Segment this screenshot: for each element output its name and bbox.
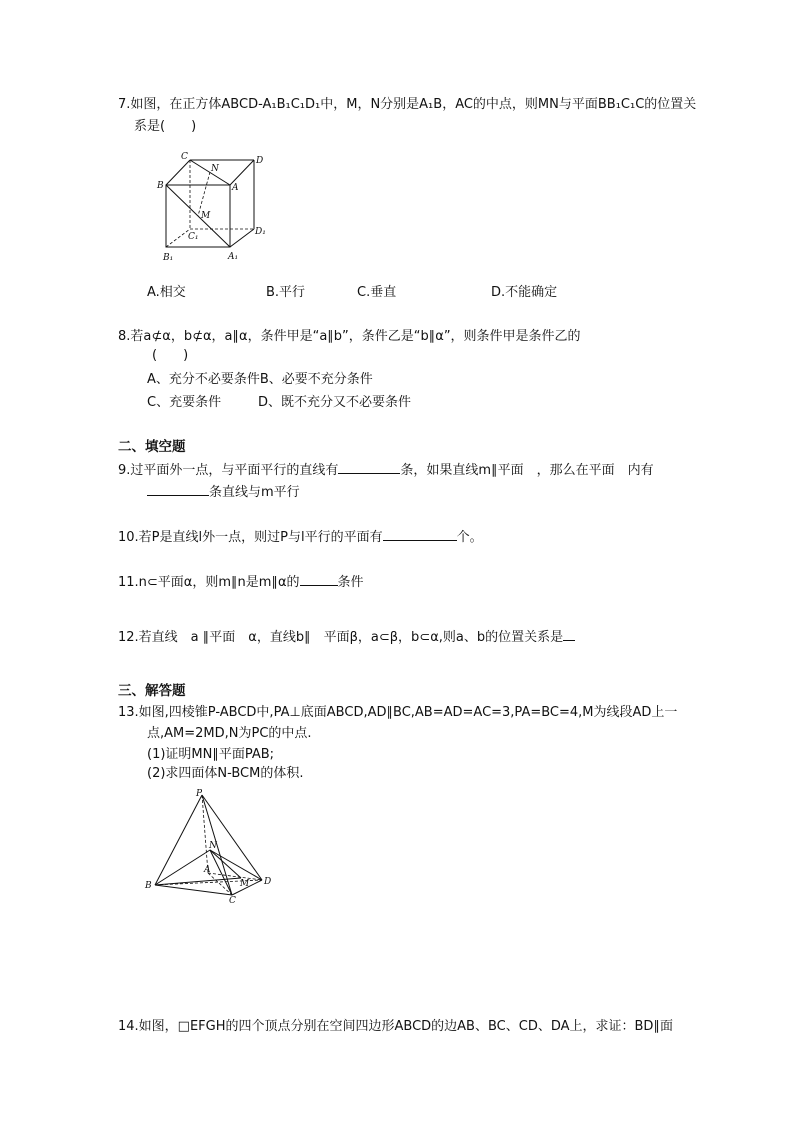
q9-line1	[118, 460, 654, 480]
q8-option-c: C、充要条件	[147, 395, 222, 410]
q7-option-c: C.垂直	[357, 285, 397, 300]
q12-line	[118, 627, 575, 647]
pyramid-figure	[140, 785, 285, 905]
pyramid-label-A: A	[204, 865, 211, 875]
section-fill-in-heading: 二、填空题	[118, 439, 186, 455]
cube-label-M: M	[201, 211, 211, 221]
q13-sub2: (2)求四面体N-BCM的体积.	[147, 766, 304, 781]
q13-sub1: (1)证明MN∥平面PAB;	[147, 747, 275, 762]
q10-line	[118, 527, 483, 547]
cube-label-N: N	[211, 164, 219, 174]
cube-label-A1: A₁	[228, 252, 239, 262]
cube-label-B: B	[157, 181, 164, 191]
q11-blank[interactable]	[300, 572, 338, 586]
q12-blank[interactable]	[563, 627, 575, 641]
section-solution-heading: 三、解答题	[118, 683, 186, 699]
q10-text-2: 个。	[456, 530, 483, 545]
pyramid-label-C: C	[229, 896, 236, 905]
q10-text-1: 10.若P是直线l外一点，则过P与l平行的平面有	[118, 530, 383, 545]
cube-label-D: D	[256, 156, 264, 166]
q11-line	[118, 572, 364, 592]
q9-line2	[147, 482, 300, 502]
q12-text: 12.若直线 a ∥平面 α，直线b∥ 平面β，a⊂β，b⊂α,则a、b的位置关系是	[118, 630, 564, 645]
q8-stem-line2: ( )	[152, 348, 189, 363]
pyramid-label-B: B	[145, 881, 152, 891]
q9-text-3: 条直线与m平行	[209, 485, 300, 500]
cube-label-B1: B₁	[163, 253, 174, 263]
pyramid-label-D: D	[264, 877, 272, 887]
q8-option-d: D、既不充分又不必要条件	[258, 395, 412, 410]
q7-stem-line1: 7.如图，在正方体ABCD-A₁B₁C₁D₁中，M，N分别是A₁B，AC的中点，则MN与平面BB₁C₁C的位置关	[118, 97, 697, 112]
cube-label-D1: D₁	[255, 227, 266, 237]
pyramid-label-M: M	[240, 879, 250, 889]
q7-option-b: B.平行	[266, 285, 306, 300]
q9-blank-2[interactable]	[147, 482, 209, 496]
pyramid-label-P: P	[196, 789, 203, 799]
q13-stem-line1: 13.如图,四棱锥P-ABCD中,PA⊥底面ABCD,AD∥BC,AB=AD=AC=3,PA=BC=4,M为线段AD上一	[118, 705, 678, 720]
cube-figure	[150, 150, 280, 265]
cube-label-C: C	[181, 152, 188, 162]
q7-stem-line2: 系是( )	[134, 119, 197, 134]
q11-text-1: 11.n⊂平面α，则m∥n是m∥α的	[118, 575, 300, 590]
q9-text-1: 9.过平面外一点，与平面平行的直线有	[118, 463, 339, 478]
q10-blank[interactable]	[383, 527, 457, 541]
q8-stem-line1: 8.若a⊄α，b⊄α，a∥α，条件甲是“a∥b”，条件乙是“b∥α”，则条件甲是条件乙的	[118, 329, 581, 344]
q7-option-d: D.不能确定	[491, 285, 558, 300]
cube-label-C1: C₁	[188, 232, 199, 242]
q9-blank-1[interactable]	[338, 460, 400, 474]
q14-stem-line1: 14.如图，□EFGH的四个顶点分别在空间四边形ABCD的边AB、BC、CD、DA上，求证：BD∥面	[118, 1019, 673, 1034]
q9-text-2: 条，如果直线m∥平面 ，那么在平面 内有	[400, 463, 654, 478]
q7-option-a: A.相交	[147, 285, 186, 300]
q8-option-ab: A、充分不必要条件B、必要不充分条件	[147, 372, 373, 387]
q13-stem-line2: 点,AM=2MD,N为PC的中点.	[147, 726, 312, 741]
cube-label-A: A	[232, 183, 239, 193]
q11-text-2: 条件	[337, 575, 364, 590]
pyramid-label-N: N	[209, 841, 217, 851]
